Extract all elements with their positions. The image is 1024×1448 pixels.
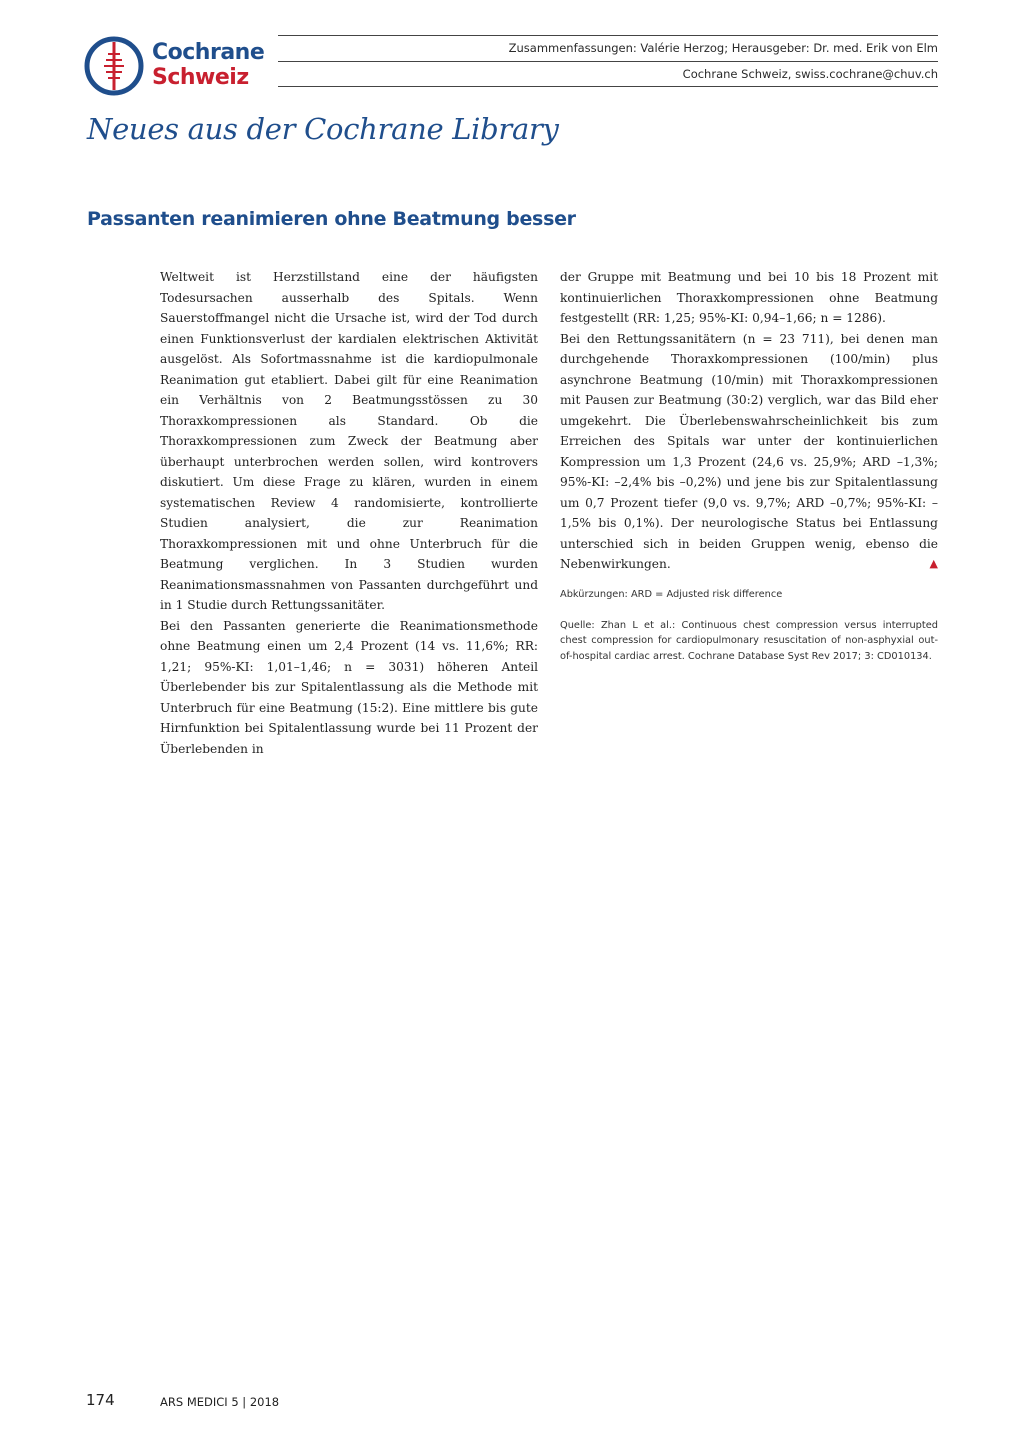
article-column-right [560, 267, 938, 664]
header-rule-bottom [278, 86, 938, 87]
logo-line-2: Schweiz [152, 65, 249, 90]
cochrane-schweiz-logo [84, 36, 274, 98]
paragraph-text: Bei den Rettungssanitätern (n = 23 711), bei denen man durchgehende Thoraxkompressionen (100/min) plus asynchrone Beatmung (10/min) mit Thoraxkompressionen mit Pausen zur Beatmung (30:2) verglich, war das Bild eher umgekehrt. Die Überlebenswahrscheinlichkeit bis zum Erreichen des Spitals war unter der kontinuierlichen Kompression um 1,3 Prozent (24,6 vs. 25,9%; ARD –1,3%; 95%-KI: –2,4% bis –0,2%) und jene bis zur Spitalentlassung um 0,7 Prozent tiefer (9,0 vs. 9,7%; ARD –0,7%; 95%-KI: –1,5% bis 0,1%). Der neurologische Status bei Entlassung unterschied sich in beiden Gruppen wenig, ebenso die Nebenwirkungen. [560, 331, 938, 571]
header-editors: Zusammenfassungen: Valérie Herzog; Herausgeber: Dr. med. Erik von Elm [508, 41, 938, 55]
header-rule-middle [278, 61, 938, 62]
article-column-left [160, 267, 538, 759]
logo-line-1: Cochrane [152, 40, 265, 65]
header-contact: Cochrane Schweiz, swiss.cochrane@chuv.ch [682, 67, 938, 81]
abbreviations-note: Abkürzungen: ARD = Adjusted risk difference [560, 588, 783, 600]
paragraph: Bei den Passanten generierte die Reanimationsmethode ohne Beatmung einen um 2,4 Prozent (14 vs. 11,6%; RR: 1,21; 95%-KI: 1,01–1,46; n = 3031) höheren Anteil Überlebender bis zur Spitalentlassung als die Methode mit Unterbruch für eine Beatmung (15:2). Eine mittlere bis gute Hirnfunktion bei Spitalentlassung wurde bei 11 Prozent der Überlebenden in [160, 618, 538, 756]
paragraph: der Gruppe mit Beatmung und bei 10 bis 18 Prozent mit kontinuierlichen Thoraxkompressionen ohne Beatmung festgestellt (RR: 1,25; 95%-KI: 0,94–1,66; n = 1286). [560, 270, 938, 325]
section-title: Neues aus der Cochrane Library [87, 112, 559, 146]
end-triangle-icon: ▲ [929, 557, 938, 570]
paragraph: Weltweit ist Herzstillstand eine der häufigsten Todesursachen ausserhalb des Spitals. Wenn Sauerstoffmangel nicht die Ursache ist, wird der Tod durch einen Funktionsverlust der kardialen elektrischen Aktivität ausgelöst. Als Sofortmassnahme ist die kardiopulmonale Reanimation gut etabliert. Dabei gilt für eine Reanimation ein Verhältnis von 2 Beatmungsstössen zu 30 Thoraxkompressionen als Standard. Ob die Thoraxkompressionen zum Zweck der Beatmung aber überhaupt unterbrochen werden sollen, wird kontrovers diskutiert. Um diese Frage zu klären, wurden in einem systematischen Review 4 randomisierte, kontrollierte Studien analysiert, die zur Reanimation Thoraxkompressionen mit und ohne Unterbruch für die Beatmung verglichen. In 3 Studien wurden Reanimationsmassnahmen von Passanten durchgeführt und in 1 Studie durch Rettungssanitäter. [160, 270, 538, 612]
cochrane-logo-icon [84, 36, 144, 96]
header-rule-top [278, 35, 938, 36]
source-citation: Quelle: Zhan L et al.: Continuous chest compression versus interrupted chest compression for cardiopulmonary resuscitation of non-asphyxial out-of-hospital cardiac arrest. Cochrane Database Syst Rev 2017; 3: CD010134. [560, 619, 938, 662]
journal-issue: ARS MEDICI 5 | 2018 [160, 1395, 280, 1409]
paragraph-with-end-mark [560, 329, 938, 575]
logo-wordmark [152, 40, 264, 90]
page-number: 174 [86, 1391, 115, 1409]
article-title: Passanten reanimieren ohne Beatmung besser [87, 208, 576, 230]
